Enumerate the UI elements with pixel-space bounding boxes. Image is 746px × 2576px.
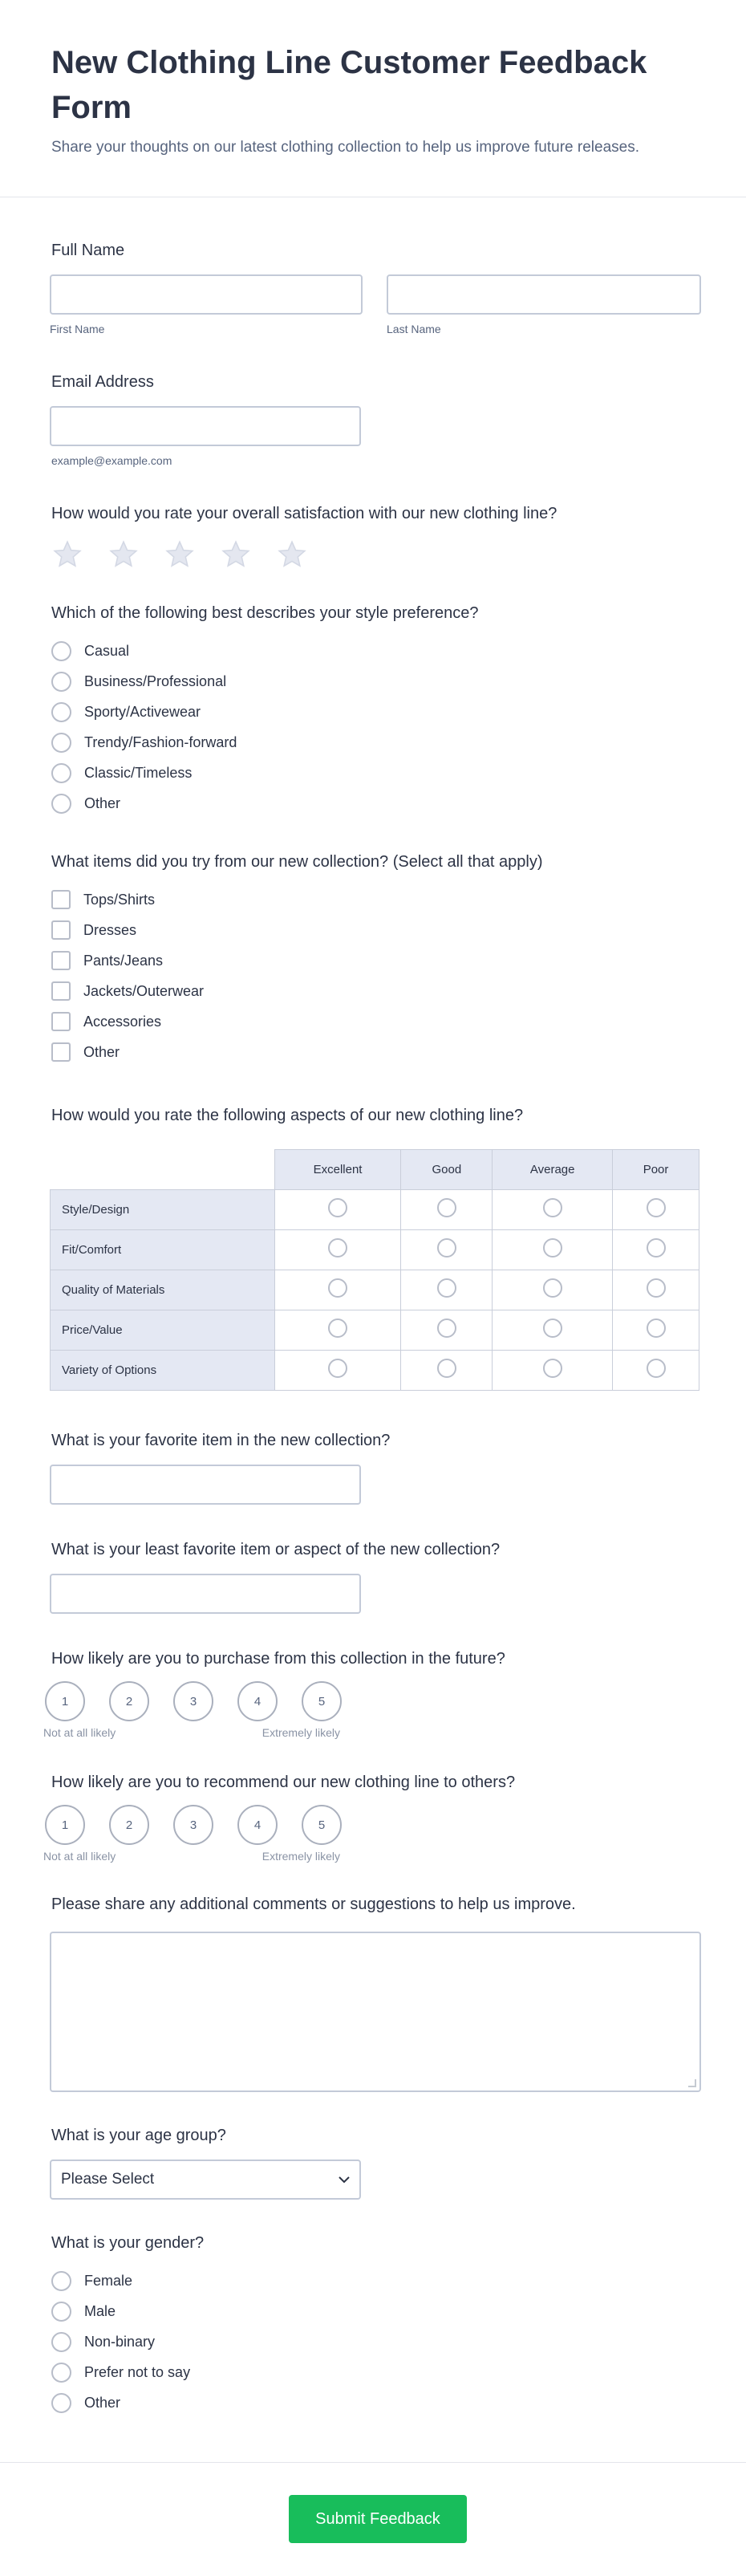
scale-high-label: Extremely likely: [262, 1726, 340, 1739]
last-name-sublabel: Last Name: [387, 323, 441, 335]
matrix-row-label: Style/Design: [51, 1190, 275, 1230]
radio-button[interactable]: [51, 2332, 71, 2352]
items-option[interactable]: [51, 976, 701, 1006]
scale-option[interactable]: 1: [45, 1681, 85, 1721]
matrix-radio[interactable]: [543, 1318, 562, 1338]
matrix-row: [51, 1310, 699, 1351]
star-icon[interactable]: [164, 539, 196, 570]
matrix-row: [51, 1190, 699, 1230]
star-icon[interactable]: [107, 539, 140, 570]
items-tried-label: What items did you try from our new collection? (Select all that apply): [51, 853, 543, 871]
form-subtitle: Share your thoughts on our latest clothing collection to help us improve future releases.: [51, 139, 639, 156]
radio-button[interactable]: [51, 641, 71, 661]
radio-button[interactable]: [51, 2271, 71, 2291]
matrix-radio[interactable]: [647, 1359, 666, 1378]
recommend-scale: [45, 1805, 701, 1845]
aspects-label: How would you rate the following aspects of our new clothing line?: [51, 1107, 524, 1124]
matrix-radio[interactable]: [647, 1198, 666, 1217]
style-option-label: Trendy/Fashion-forward: [84, 733, 237, 750]
matrix-radio[interactable]: [647, 1278, 666, 1298]
scale-option[interactable]: 2: [109, 1805, 149, 1845]
purchase-likelihood-label: How likely are you to purchase from this collection in the future?: [51, 1650, 505, 1668]
gender-field: [45, 2232, 701, 2418]
favorite-label: What is your favorite item in the new collection?: [51, 1432, 391, 1449]
email-sublabel: example@example.com: [51, 454, 172, 467]
matrix-row: [51, 1270, 699, 1310]
scale-option[interactable]: 5: [302, 1681, 342, 1721]
matrix-radio[interactable]: [328, 1238, 347, 1258]
matrix-column-header: Good: [401, 1150, 493, 1190]
matrix-radio[interactable]: [328, 1318, 347, 1338]
first-name-sublabel: First Name: [50, 323, 105, 335]
last-name-input[interactable]: [387, 274, 701, 315]
matrix-column-header: Poor: [613, 1150, 699, 1190]
radio-button[interactable]: [51, 672, 71, 692]
matrix-corner: [51, 1150, 275, 1190]
style-option[interactable]: [51, 636, 701, 666]
star-icon[interactable]: [220, 539, 252, 570]
radio-button[interactable]: [51, 702, 71, 722]
comments-field: [45, 1893, 701, 2092]
recommend-likelihood-field: [45, 1771, 701, 1863]
scale-option[interactable]: 1: [45, 1805, 85, 1845]
matrix-column-header: Excellent: [274, 1150, 401, 1190]
email-input[interactable]: [50, 406, 361, 446]
items-option[interactable]: [51, 945, 701, 976]
full-name-label: Full Name: [51, 242, 125, 259]
matrix-radio[interactable]: [543, 1198, 562, 1217]
gender-option-label: Prefer not to say: [84, 2363, 191, 2380]
email-field: [45, 371, 701, 467]
gender-option-label: Other: [84, 2394, 121, 2411]
style-field: [45, 602, 701, 819]
checkbox[interactable]: [51, 1012, 71, 1031]
matrix-radio[interactable]: [437, 1278, 456, 1298]
style-option-label: Casual: [84, 642, 130, 659]
email-label: Email Address: [51, 373, 154, 391]
gender-option[interactable]: [51, 2296, 701, 2326]
least-favorite-input[interactable]: [50, 1574, 361, 1614]
matrix-row: [51, 1230, 699, 1270]
radio-button[interactable]: [51, 2302, 71, 2322]
scale-option[interactable]: 2: [109, 1681, 149, 1721]
scale-option[interactable]: 3: [173, 1681, 213, 1721]
comments-textarea[interactable]: [50, 1932, 701, 2092]
full-name-field: [45, 239, 701, 335]
aspects-field: [45, 1104, 701, 1391]
matrix-radio[interactable]: [437, 1198, 456, 1217]
matrix-row-label: Fit/Comfort: [51, 1230, 275, 1270]
first-name-input[interactable]: [50, 274, 363, 315]
style-option[interactable]: [51, 697, 701, 727]
items-option-label: Pants/Jeans: [83, 952, 164, 969]
matrix-radio[interactable]: [647, 1238, 666, 1258]
items-option-label: Dresses: [83, 921, 137, 938]
items-option-label: Jackets/Outerwear: [83, 982, 205, 999]
age-group-select[interactable]: [50, 2160, 361, 2200]
age-group-label: What is your age group?: [51, 2127, 226, 2144]
items-option-label: Tops/Shirts: [83, 891, 156, 908]
style-option[interactable]: [51, 727, 701, 758]
form-title: New Clothing Line Customer Feedback Form: [51, 45, 647, 125]
submit-button[interactable]: Submit Feedback: [289, 2495, 467, 2543]
style-label: Which of the following best describes your style preference?: [51, 604, 479, 622]
style-option[interactable]: [51, 666, 701, 697]
satisfaction-label: How would you rate your overall satisfaction with our new clothing line?: [51, 505, 557, 522]
matrix-row-label: Quality of Materials: [51, 1270, 275, 1310]
matrix-row-label: Variety of Options: [51, 1351, 275, 1391]
gender-option[interactable]: [51, 2387, 701, 2418]
style-option[interactable]: [51, 788, 701, 819]
gender-option-label: Female: [84, 2272, 133, 2289]
matrix-radio[interactable]: [647, 1318, 666, 1338]
items-option[interactable]: [51, 1006, 701, 1037]
star-rating: [51, 539, 701, 570]
matrix-radio[interactable]: [328, 1198, 347, 1217]
matrix-radio[interactable]: [437, 1238, 456, 1258]
radio-button[interactable]: [51, 763, 71, 783]
least-favorite-label: What is your least favorite item or aspect of the new collection?: [51, 1541, 501, 1558]
aspects-matrix: [50, 1149, 699, 1391]
favorite-field: [45, 1429, 701, 1505]
chevron-down-icon: [339, 2176, 350, 2184]
satisfaction-field: [45, 502, 701, 570]
matrix-radio[interactable]: [437, 1318, 456, 1338]
checkbox[interactable]: [51, 920, 71, 940]
resize-handle-icon[interactable]: [688, 2079, 696, 2087]
matrix-row: [51, 1351, 699, 1391]
radio-button[interactable]: [51, 2363, 71, 2383]
checkbox[interactable]: [51, 981, 71, 1001]
recommend-likelihood-label: How likely are you to recommend our new clothing line to others?: [51, 1774, 516, 1791]
gender-label: What is your gender?: [51, 2234, 205, 2252]
matrix-column-header: Average: [493, 1150, 613, 1190]
style-option-label: Sporty/Activewear: [84, 703, 201, 720]
purchase-scale: [45, 1681, 701, 1721]
items-tried-field: [45, 851, 701, 1067]
comments-label: Please share any additional comments or suggestions to help us improve.: [51, 1895, 576, 1913]
matrix-radio[interactable]: [437, 1359, 456, 1378]
age-group-selected: Please Select: [61, 2171, 155, 2188]
scale-low-label: Not at all likely: [43, 1726, 116, 1739]
items-option[interactable]: [51, 884, 701, 915]
matrix-radio[interactable]: [543, 1278, 562, 1298]
items-option[interactable]: [51, 915, 701, 945]
star-icon[interactable]: [276, 539, 308, 570]
scale-option[interactable]: 3: [173, 1805, 213, 1845]
style-option-label: Other: [84, 794, 121, 811]
least-favorite-field: [45, 1538, 701, 1614]
scale-high-label: Extremely likely: [262, 1850, 340, 1863]
form-header: [0, 0, 746, 197]
scale-option[interactable]: 4: [237, 1805, 278, 1845]
gender-option-label: Male: [84, 2302, 116, 2319]
gender-option-label: Non-binary: [84, 2333, 156, 2350]
form-body: [0, 239, 746, 2418]
checkbox[interactable]: [51, 951, 71, 970]
items-option-label: Accessories: [83, 1013, 162, 1030]
gender-option[interactable]: [51, 2357, 701, 2387]
gender-option[interactable]: [51, 2326, 701, 2357]
scale-option[interactable]: 5: [302, 1805, 342, 1845]
items-option[interactable]: [51, 1037, 701, 1067]
age-group-field: [45, 2124, 701, 2200]
form-footer: [0, 2462, 746, 2576]
checkbox[interactable]: [51, 1042, 71, 1062]
favorite-input[interactable]: [50, 1465, 361, 1505]
matrix-radio[interactable]: [328, 1359, 347, 1378]
matrix-radio[interactable]: [543, 1359, 562, 1378]
items-option-label: Other: [83, 1043, 120, 1060]
purchase-likelihood-field: [45, 1648, 701, 1739]
gender-option[interactable]: [51, 2265, 701, 2296]
radio-button[interactable]: [51, 733, 71, 753]
matrix-row-label: Price/Value: [51, 1310, 275, 1351]
radio-button[interactable]: [51, 794, 71, 814]
radio-button[interactable]: [51, 2393, 71, 2413]
scale-low-label: Not at all likely: [43, 1850, 116, 1863]
matrix-radio[interactable]: [543, 1238, 562, 1258]
style-option-label: Business/Professional: [84, 672, 227, 689]
star-icon[interactable]: [51, 539, 83, 570]
style-option[interactable]: [51, 758, 701, 788]
scale-option[interactable]: 4: [237, 1681, 278, 1721]
checkbox[interactable]: [51, 890, 71, 909]
matrix-radio[interactable]: [328, 1278, 347, 1298]
style-option-label: Classic/Timeless: [84, 764, 193, 781]
